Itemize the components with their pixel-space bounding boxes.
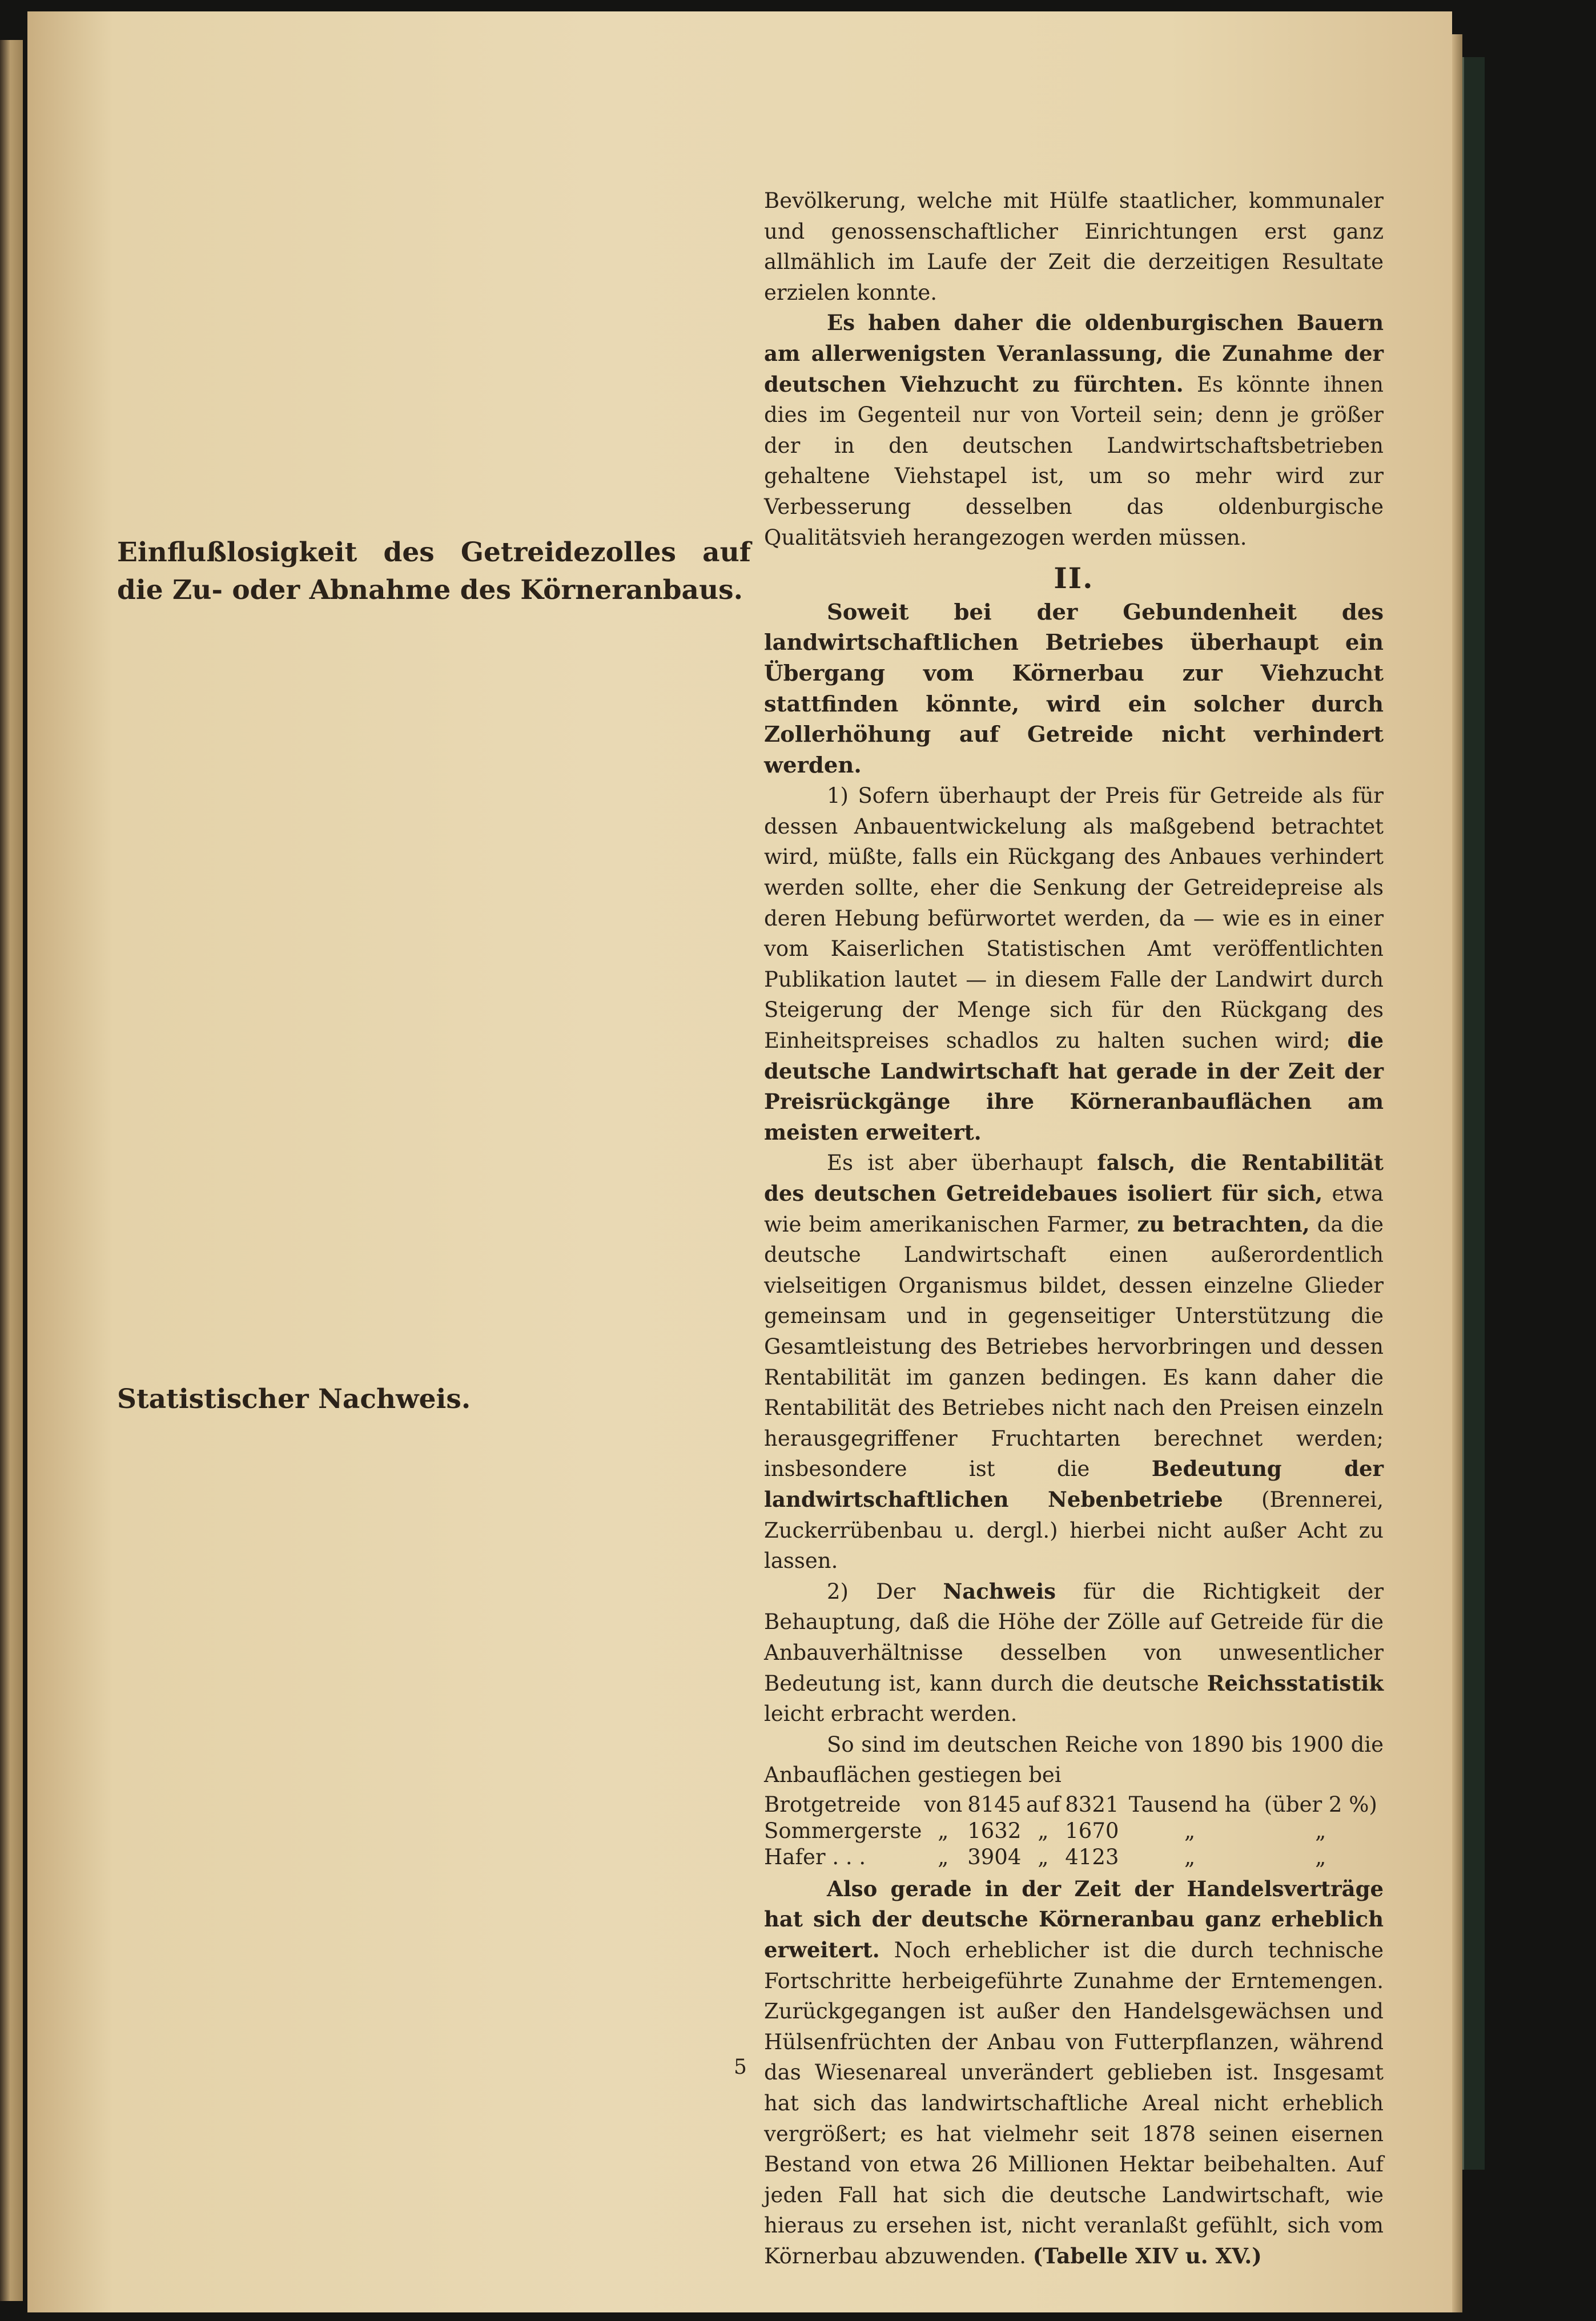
- cell: „: [1038, 1818, 1049, 1843]
- margin-note-statistical-proof: Statistischer Nachweis.: [117, 1383, 471, 1415]
- row-label: Hafer . . .: [764, 1844, 866, 1869]
- previous-page-edge: [0, 40, 23, 2301]
- paragraph: [764, 1576, 1384, 1729]
- cell: „: [938, 1844, 949, 1869]
- emphasis: falsch, die Rentabilität des deutschen Getreidebaues isoliert für sich,: [764, 1150, 1384, 1206]
- text-run: 1) Sofern überhaupt der Preis für Getreide als für dessen Anbauentwickelung als maßgebend betrachtet wird, müßte, falls ein Rückgang des Anbaues verhindert werden sollte, eher die Senkung der Getreidepreise als deren Hebung befürwortet werden, da — wie es in einer vom Kaiserlichen Statistischen Amt veröffentlichten Publikation lautet — in diesem Falle der Landwirt durch Steigerung der Menge sich für den Rückgang des Einheitspreises schadlos zu halten suchen wird;: [764, 783, 1384, 1053]
- table-row: [764, 1792, 1384, 1818]
- cell: auf: [1026, 1792, 1060, 1817]
- paragraph: [764, 781, 1384, 1148]
- cell: „: [1315, 1844, 1326, 1869]
- text-run: Noch erheblicher ist die durch technische Fortschritte herbeigeführte Zunahme der Erntemengen. Zurückgegangen ist außer den Handelsgewächsen und Hülsenfrüchten der Anbau von Futterpflanzen, während das Wiesenareal unverändert geblieben ist. Insgesamt hat sich das landwirtschaftliche Areal nicht erheblich vergrößert; es hat vielmehr seit 1878 seinen eisernen Bestand von etwa 26 Millionen Hektar beibehalten. Auf jeden Fall hat sich die deutsche Landwirtschaft, wie hieraus zu ersehen ist, nicht veranlaßt gefühlt, sich vom Körnerbau abzuwenden.: [764, 1938, 1384, 2268]
- paragraph: [764, 1148, 1384, 1576]
- emphasis: zu betrachten,: [1137, 1211, 1310, 1237]
- cell: „: [938, 1818, 949, 1843]
- cell: 8321: [1065, 1792, 1119, 1817]
- cell: 4123: [1065, 1844, 1119, 1869]
- cell: „: [1315, 1818, 1326, 1843]
- cell: Tausend ha: [1128, 1792, 1251, 1817]
- page-stack-edge: [1452, 34, 1462, 2312]
- section-heading: II.: [1054, 561, 1094, 596]
- section-lead: Soweit bei der Gebundenheit des landwirtschaftlichen Betriebes überhaupt ein Übergang vom Körnerbau zur Viehzucht stattfinden könnte, wird ein solcher durch Zollerhöhung auf Getreide nicht verhindert werden.: [764, 599, 1384, 778]
- cell: 1632: [967, 1818, 1022, 1843]
- text-run: leicht erbracht werden.: [764, 1701, 1018, 1727]
- paragraph: [764, 308, 1384, 553]
- text-run: Es könnte ihnen dies im Gegenteil nur von Vorteil sein; denn je größer der in den deutschen Landwirtschaftsbetrieben gehaltene Viehstapel ist, um so mehr wird zur Verbesserung desselben das oldenburgische Qualitätsvieh herangezogen werden müssen.: [764, 372, 1384, 550]
- paragraph: Bevölkerung, welche mit Hülfe staatlicher, kommunaler und genossenschaftlicher Einrichtungen erst ganz allmählich im Laufe der Zeit die derzeitigen Resultate erzielen konnte.: [764, 188, 1384, 305]
- page-number: 5: [734, 2055, 747, 2079]
- cell: „: [1038, 1844, 1049, 1869]
- cell: (über 2 %): [1264, 1792, 1377, 1817]
- text-run: für die Richtigkeit der Behauptung, daß die Höhe der Zölle auf Getreide für die Anbauverhältnisse desselben von unwesentlicher Bedeutung ist, kann durch die deutsche: [764, 1579, 1384, 1696]
- main-text-column: [764, 186, 1384, 2272]
- acreage-table: [764, 1792, 1384, 1871]
- cell: von: [924, 1792, 963, 1817]
- cell: 1670: [1065, 1818, 1119, 1843]
- text-run: etwa wie beim amerikanischen Farmer,: [764, 1181, 1384, 1237]
- table-reference: (Tabelle XIV u. XV.): [1032, 2243, 1262, 2268]
- emphasis: die deutsche Landwirtschaft hat gerade in der Zeit der Preisrückgänge ihre Körneranbauflächen am meisten erweitert.: [764, 1028, 1384, 1145]
- cell: 3904: [967, 1844, 1022, 1869]
- paragraph: So sind im deutschen Reiche von 1890 bis 1900 die Anbauflächen gestiegen bei: [764, 1732, 1384, 1788]
- cell: „: [1184, 1844, 1196, 1869]
- text-run: 2) Der: [827, 1579, 943, 1604]
- cell: 8145: [967, 1792, 1022, 1817]
- emphasis: Also gerade in der Zeit der Handelsverträge hat sich der deutsche Körneranbau ganz erheblich erweitert.: [764, 1876, 1384, 1963]
- margin-note-grain-tariff: Einflußlosigkeit des Getreidezolles auf die Zu- oder Abnahme des Körneranbaus.: [117, 537, 751, 606]
- table-row: [764, 1844, 1384, 1871]
- text-run: Es ist aber überhaupt: [827, 1151, 1097, 1176]
- emphasis: Es haben daher die oldenburgischen Bauern am allerwenigsten Veranlassung, die Zunahme der deutschen Viehzucht zu fürchten.: [764, 310, 1384, 397]
- cell: „: [1184, 1818, 1196, 1843]
- paragraph: [764, 1874, 1384, 2272]
- row-label: Sommergerste: [764, 1818, 922, 1843]
- table-row: [764, 1818, 1384, 1844]
- text-run: da die deutsche Landwirtschaft einen außerordentlich vielseitigen Organismus bildet, dessen einzelne Glieder gemeinsam und in gegenseitiger Unterstützung die Gesamtleistung des Betriebes hervorbringen und dessen Rentabilität im ganzen bedingen. Es kann daher die Rentabilität des Betriebes nicht nach den Preisen einzeln herausgegriffener Fruchtarten berechnet werden; insbesondere ist die: [764, 1212, 1384, 1482]
- book-binding: [1462, 57, 1485, 2170]
- row-label: Brotgetreide: [764, 1792, 901, 1817]
- emphasis: Nachweis: [943, 1578, 1056, 1604]
- emphasis: Bedeutung der landwirtschaftlichen Nebenbetriebe: [764, 1456, 1384, 1512]
- text-run: (Brennerei, Zuckerrübenbau u. dergl.) hierbei nicht außer Acht zu lassen.: [764, 1487, 1384, 1574]
- emphasis: Reichsstatistik: [1207, 1670, 1384, 1696]
